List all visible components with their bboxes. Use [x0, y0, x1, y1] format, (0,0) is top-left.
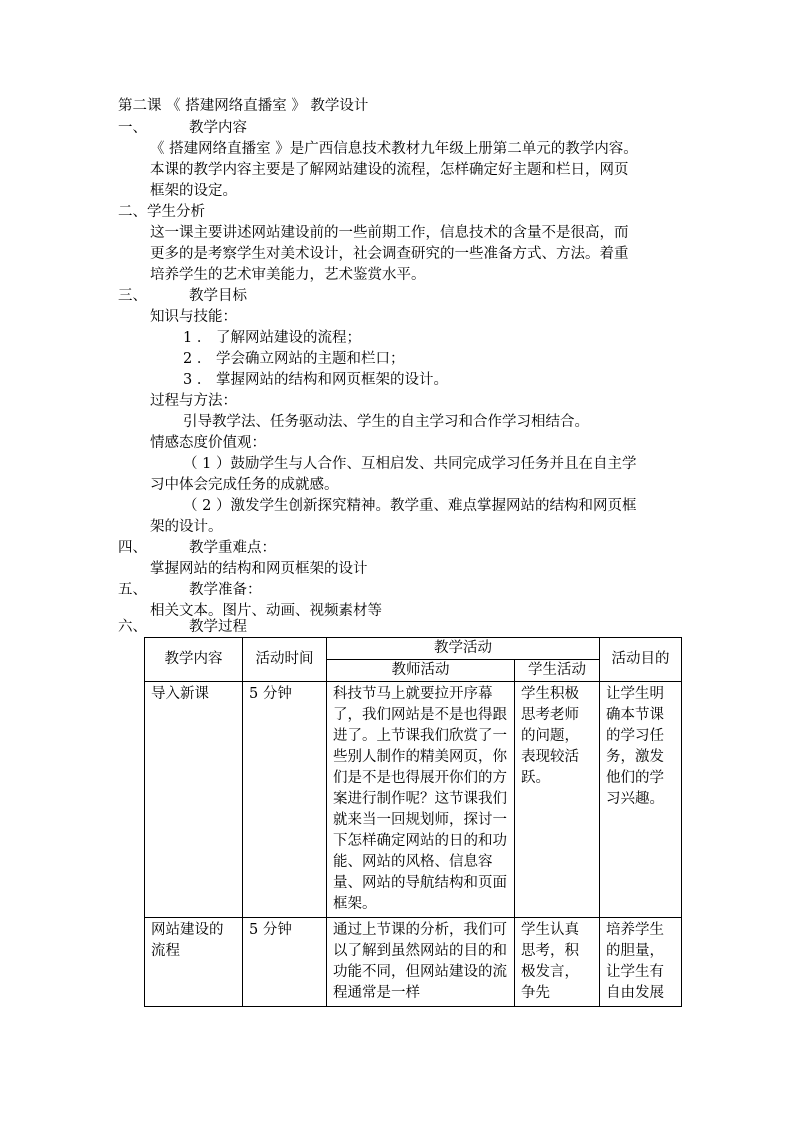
- header-cell: 活动时间: [243, 638, 327, 682]
- list-item: 1 ． 了解网站建设的流程；: [183, 330, 361, 346]
- paragraph-line: 框架的设定。: [150, 183, 237, 199]
- paragraph-line: （ 1 ）鼓励学生与人合作、互相启发、共同完成学习任务并且在自主学: [183, 456, 637, 472]
- section-heading: [118, 202, 205, 223]
- paragraph-line: 更多的是考察学生对美术设计，社会调查研究的一些准备方式、方法。着重: [150, 246, 629, 262]
- header-cell: 教学活动: [327, 638, 600, 660]
- table-cell: 网站建设的流程: [145, 918, 243, 1007]
- section-title: 教学内容: [189, 120, 247, 136]
- section-title: 教学过程: [189, 619, 247, 635]
- section-heading: [118, 118, 247, 139]
- subheading: 过程与方法：: [150, 393, 237, 409]
- table-row: [145, 918, 682, 1007]
- doc-title: 第二课 《 搭建网络直播室 》 教学设计: [118, 98, 369, 114]
- header-cell: 活动目的: [600, 638, 682, 682]
- paragraph-line: 架的设计。: [150, 519, 223, 535]
- paragraph-line: 这一课主要讲述网站建设前的一些前期工作，信息技术的含量不是很高，而: [150, 225, 629, 241]
- section-heading: [118, 580, 262, 601]
- section-number: 六、: [118, 619, 147, 635]
- paragraph-line: 引导教学法、任务驱动法、学生的自主学习和合作学习相结合。: [183, 414, 589, 430]
- table-row: [145, 682, 682, 918]
- table-cell: 让学生明确本节课的学习任务，激发他们的学习兴趣。: [600, 682, 682, 918]
- section-number: 一、: [118, 120, 147, 136]
- table-cell: 5 分钟: [243, 918, 327, 1007]
- section-heading: [118, 286, 247, 307]
- paragraph-line: 本课的教学内容主要是了解网站建设的流程，怎样确定好主题和栏日，网页: [150, 162, 629, 178]
- section-heading: [118, 617, 247, 638]
- section-number: 四、: [118, 540, 147, 556]
- header-cell: 学生活动: [515, 660, 600, 682]
- table-cell: 导入新课: [145, 682, 243, 918]
- paragraph-line: 培养学生的艺术审美能力，艺术鉴赏水平。: [150, 267, 426, 283]
- paragraph-line: 习中体会完成任务的成就感。: [150, 477, 339, 493]
- header-cell: 教师活动: [327, 660, 515, 682]
- list-item: 3 ． 掌握网站的结构和网页框架的设计。: [183, 372, 448, 388]
- paragraph-line: 掌握网站的结构和网页框架的设计: [150, 561, 368, 577]
- header-cell: 教学内容: [145, 638, 243, 682]
- section-number: 二、: [118, 204, 147, 220]
- section-heading: [118, 538, 276, 559]
- subheading: 知识与技能：: [150, 309, 237, 325]
- paragraph-line: 相关文本。图片、动画、视频素材等: [150, 603, 382, 619]
- section-title: 教学准备：: [189, 582, 262, 598]
- table-header-row: [145, 638, 682, 660]
- table-cell: 学生积极思考老师的问题，表现较活跃。: [515, 682, 600, 918]
- subheading: 情感态度价值观：: [150, 435, 266, 451]
- list-item: 2 ． 学会确立网站的主题和栏口；: [183, 351, 405, 367]
- section-title: 教学重难点：: [189, 540, 276, 556]
- table-cell: 培养学生的胆量，让学生有自由发展: [600, 918, 682, 1007]
- table-cell: 通过上节课的分析，我们可以了解到虽然网站的目的和功能不同，但网站建设的流程通常是一样: [327, 918, 515, 1007]
- table-cell: 5 分钟: [243, 682, 327, 918]
- section-number: 五、: [118, 582, 147, 598]
- section-number: 三、: [118, 288, 147, 304]
- table-cell: 学生认真思考，积极发言，争先: [515, 918, 600, 1007]
- table-cell: 科技节马上就要拉开序幕了，我们网站是不是也得跟进了。上节课我们欣赏了一些别人制作的精美网页，你们是不是也得展开你们的方案进行制作呢？这节课我们就来当一回规划师，探讨一下怎样确定网站的日的和功能、网站的风格、信息容量、网站的导航结构和页面框架。: [327, 682, 515, 918]
- lesson-process-table: [144, 637, 682, 1007]
- paragraph-line: 《 搭建网络直播室 》是广西信息技术教材九年级上册第二单元的教学内容。: [150, 141, 638, 157]
- section-title: 学生分析: [147, 204, 205, 220]
- section-title: 教学目标: [189, 288, 247, 304]
- paragraph-line: （ 2 ）激发学生创新探究精神。教学重、难点掌握网站的结构和网页框: [183, 498, 637, 514]
